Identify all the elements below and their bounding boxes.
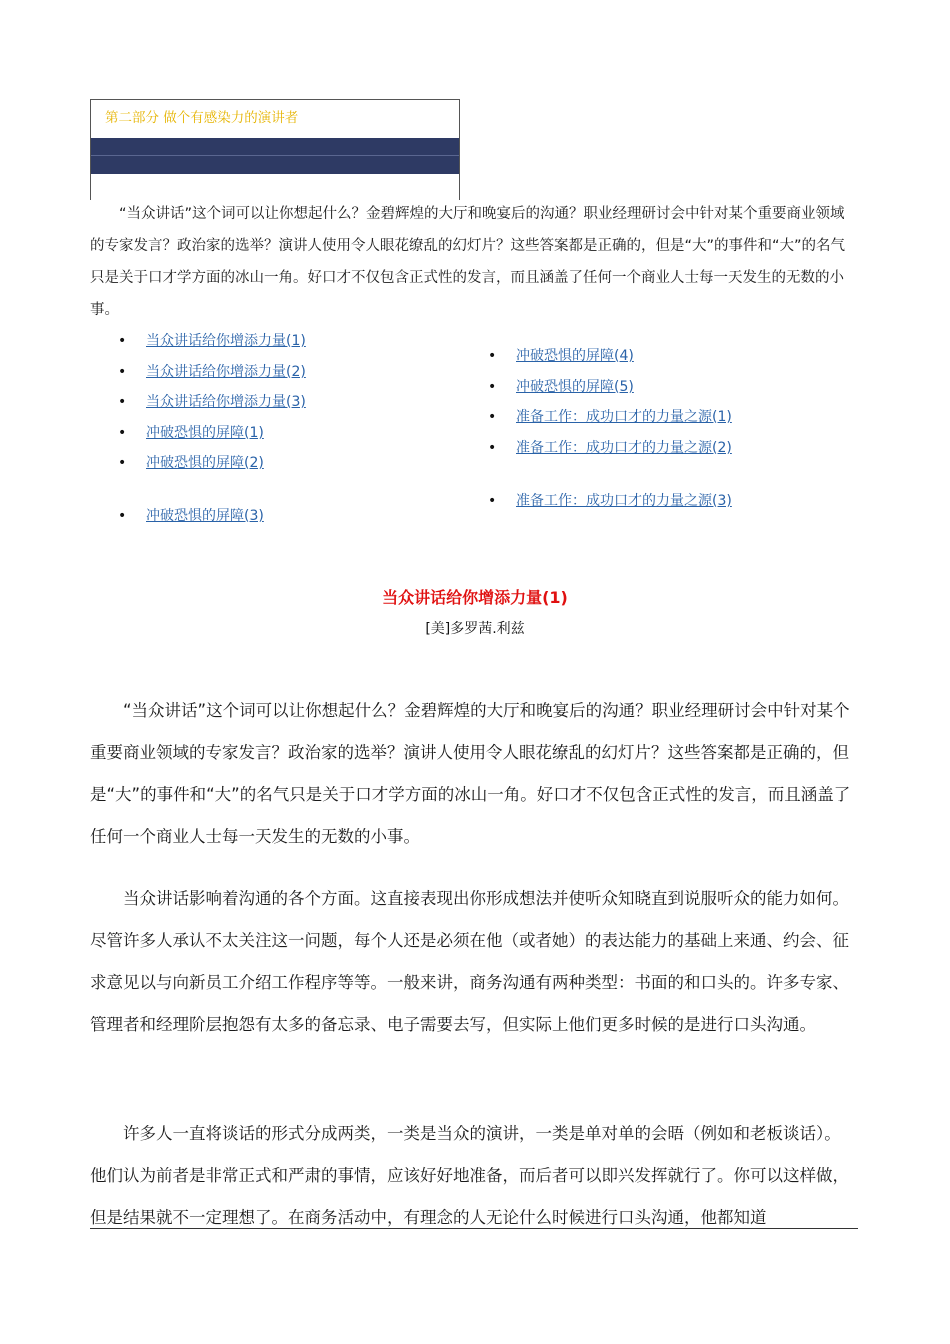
bullet-icon: • <box>488 379 497 395</box>
body-paragraph: 当众讲话影响着沟通的各个方面。这直接表现出你形成想法并使听众知晓直到说服听众的能力如何。尽管许多人承认不太关注这一问题，每个人还是必须在他（或者她）的表达能力的基础上来通、约会、征求意见以与向新员工介绍工作程序等等。一般来讲，商务沟通有两种类型：书面的和口头的。许多专家、管理者和经理阶层抱怨有太多的备忘录、电子需要去写，但实际上他们更多时候的是进行口头沟通。 <box>90 889 849 1034</box>
bullet-icon: • <box>118 508 127 524</box>
body-paragraph: 许多人一直将谈话的形式分成两类，一类是当众的演讲，一类是单对单的会晤（例如和老板谈话）。他们认为前者是非常正式和严肃的事情，应该好好地准备，而后者可以即兴发挥就行了。你可以这样做，但是结果就不一定理想了。在商务活动中，有理念的人无论什么时候进行口头沟通，他都知道 <box>90 1124 849 1227</box>
body-paragraph: “当众讲话”这个词可以让你想起什么？金碧辉煌的大厅和晚宴后的沟通？职业经理研讨会中针对某个重要商业领域的专家发言？政治家的选举？演讲人使用令人眼花缭乱的幻灯片？这些答案都是正确的，但是“大”的事件和“大”的名气只是关于口才学方面的冰山一角。好口才不仅包含正式性的发言，而且涵盖了任何一个商业人士每一天发生的无数的小事。 <box>90 701 851 846</box>
toc-link[interactable]: 冲破恐惧的屏障(4) <box>516 348 634 364</box>
toc-link[interactable]: 冲破恐惧的屏障(2) <box>146 455 264 471</box>
article-title: 当众讲话给你增添力量(1) <box>382 588 568 607</box>
bullet-icon: • <box>488 493 497 509</box>
page-bottom-rule <box>90 1228 858 1229</box>
bullet-icon: • <box>488 440 497 456</box>
toc-link[interactable]: 当众讲话给你增添力量(2) <box>146 364 306 380</box>
bullet-icon: • <box>488 348 497 364</box>
section-title: 第二部分 做个有感染力的演讲者 <box>105 110 299 126</box>
toc-link[interactable]: 冲破恐惧的屏障(5) <box>516 379 634 395</box>
bullet-icon: • <box>118 425 127 441</box>
section-header-bar <box>91 138 459 174</box>
intro-paragraph: “当众讲话”这个词可以让你想起什么？金碧辉煌的大厅和晚宴后的沟通？职业经理研讨会中针对某个重要商业领域的专家发言？政治家的选举？演讲人使用令人眼花缭乱的幻灯片？这些答案都是正确的，但是“大”的事件和“大”的名气只是关于口才学方面的冰山一角。好口才不仅包含正式性的发言，而且涵盖了任何一个商业人士每一天发生的无数的小事。 <box>90 206 846 318</box>
toc-link[interactable]: 当众讲话给你增添力量(3) <box>146 394 306 410</box>
toc-link[interactable]: 冲破恐惧的屏障(1) <box>146 425 264 441</box>
toc-link[interactable]: 当众讲话给你增添力量(1) <box>146 333 306 349</box>
bullet-icon: • <box>118 394 127 410</box>
toc-link[interactable]: 准备工作：成功口才的力量之源(1) <box>516 409 732 425</box>
section-header-divider <box>91 155 459 156</box>
toc-link[interactable]: 准备工作：成功口才的力量之源(2) <box>516 440 732 456</box>
bullet-icon: • <box>118 333 127 349</box>
toc-link[interactable]: 冲破恐惧的屏障(3) <box>146 508 264 524</box>
bullet-icon: • <box>118 455 127 471</box>
toc-link[interactable]: 准备工作：成功口才的力量之源(3) <box>516 493 732 509</box>
bullet-icon: • <box>118 364 127 380</box>
section-header-box <box>90 99 460 200</box>
bullet-icon: • <box>488 409 497 425</box>
article-author: [美]多罗茜.利兹 <box>425 621 525 637</box>
